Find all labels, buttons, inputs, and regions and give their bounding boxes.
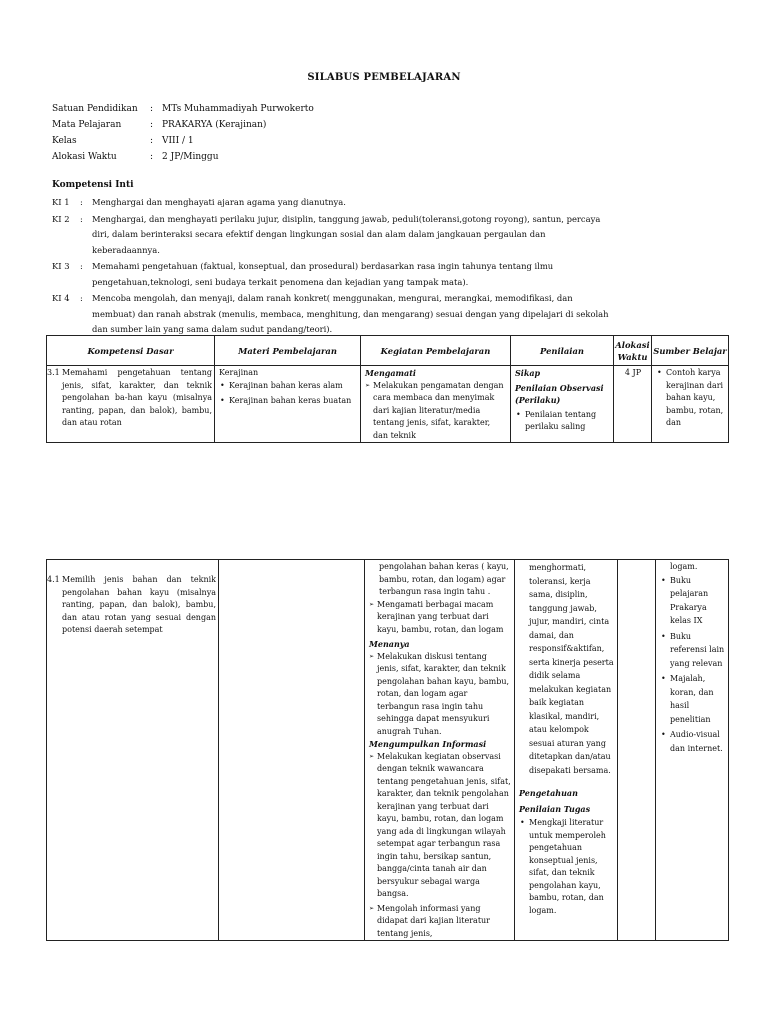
materi-title: Kerajinan [219,368,259,377]
identity-colon: : [150,104,154,114]
kegiatan-item: ➢ Mengolah informasi yang didapat dari kajian literatur tentang jenis, [369,903,511,941]
kegiatan-item: ➢ Mengamati berbagai macam kerajinan yang terbuat dari kayu, bambu, rotan, dan logam [369,599,511,637]
header-materi: Materi Pembelajaran [215,336,361,366]
materi-cell [215,366,361,443]
page-title: SILABUS PEMBELAJARAN [307,72,461,83]
identity-key: Kelas [52,136,77,146]
ki-heading: Kompetensi Inti [52,180,134,190]
kd-text: Memahami pengetahuan tentang jenis, sifat, karakter, dan teknik pengolahan ba-han kayu (misalnya ranting, papan, dan balok), bambu, dan atau rotan [62,368,212,427]
identity-key: Mata Pelajaran [52,120,122,130]
syllabus-table-part2 [46,559,729,941]
ki-colon: : [80,293,83,303]
ki-key: KI 3 [52,261,70,271]
kegiatan-item: ➢ Melakukan diskusi tentang jenis, sifat, karakter, dan teknik pengolahan bahan kayu, bambu, rotan, dan logam agar terbangun rasa ingin tahu sehingga dapat mensyukuri anugrah Tuhan. [369,651,511,739]
identity-row [52,101,314,117]
identity-row [52,117,314,133]
header-sumber: Sumber Belajar [652,336,729,366]
ki-item [52,212,612,259]
header-alokasi: Alokasi Waktu [614,336,652,366]
sumber-continued: logam. [670,562,698,571]
sumber-item: • Buku referensi lain yang relevan [660,630,725,671]
kegiatan-item: ➢ Melakukan kegiatan observasi dengan teknik wawancara tentang pengetahuan jenis, sifat, karakter, dan teknik pengolahan kerajinan yang terbuat dari kayu, bambu, rotan, dan logam yang ada di lingkungan wilayah setempat agar terbangun rasa ingin tahu, bersikap santun, bangga/cinta tanah air dan bersyukur sebagai warga bangsa. [369,751,511,901]
ki-list [52,195,612,339]
ki-item [52,291,612,338]
penilaian-heading: Pengetahuan [519,788,578,798]
identity-value: MTs Muhammadiyah Purwokerto [162,104,314,114]
ki-text: Menghargai, dan menghayati perilaku jujur, disiplin, tanggung jawab, peduli(toleransi,gotong royong), santun, percaya diri, dalam berinteraksi secara efektif dengan lingkungan sosial dan alam dalam jangkauan pergaulan dan keberadaannya. [92,213,601,255]
table-row [47,560,729,941]
identity-key: Satuan Pendidikan [52,104,138,114]
kegiatan-heading: Mengamati [365,368,416,378]
ki-colon: : [80,213,83,224]
penilaian-subheading: Penilaian Observasi (Perilaku) [515,382,604,405]
identity-block [52,101,314,165]
kd-number: 4.1 [47,575,60,584]
kegiatan-cell [361,366,511,443]
ki-key: KI 1 [52,197,70,207]
materi-item: • Kerajinan bahan keras alam [219,380,357,393]
ki-text: Menghargai dan menghayati ajaran agama yang dianutnya. [92,197,346,207]
kegiatan-heading: Menanya [369,639,410,649]
ki-colon: : [80,261,83,271]
kegiatan-item: ➢ Melakukan pengamatan dengan cara membaca dan menyimak dari kajian literatur/media tentang jenis, sifat, karakter, dan teknik [365,380,507,443]
sumber-item: • Contoh karya kerajinan dari bahan kayu, bambu, rotan, dan [656,367,725,430]
kd-cell [47,366,215,443]
ki-text: Mencoba mengolah, dan menyaji, dalam ranah konkret( menggunakan, mengurai, merangkai, memodifikasi, dan membuat) dan ranah abstrak (menulis, membaca, menghitung, dan mengarang) sesuai dengan yang dipelajari di sekolah dan sumber lain yang sama dalam sudut pandang/teori). [92,293,609,334]
identity-key: Alokasi Waktu [52,152,117,162]
ki-text: Memahami pengetahuan (faktual, konseptual, dan prosedural) berdasarkan rasa ingin tahunya tentang ilmu pengetahuan,teknologi, seni budaya terkait penomena dan kejadian yang tampak mata). [92,261,554,287]
sumber-item: • Majalah, koran, dan hasil penelitian [660,672,725,726]
ki-key: KI 2 [52,213,70,224]
kd-number: 3.1 [47,368,60,377]
kegiatan-cell [365,560,515,941]
alokasi-cell [618,560,656,941]
identity-value: 2 JP/Minggu [162,152,219,162]
syllabus-table-part1 [46,335,729,443]
ki-colon: : [80,197,83,207]
penilaian-subheading: Penilaian Tugas [519,803,591,814]
header-kegiatan: Kegiatan Pembelajaran [361,336,511,366]
materi-item: • Kerajinan bahan keras buatan [219,395,357,408]
header-kompetensi-dasar: Kompetensi Dasar [47,336,215,366]
kd-text: Memilih jenis bahan dan teknik pengolahan bahan kayu (misalnya ranting, papan, dan balok), bambu, dan atau rotan yang sesuai dengan potensi daerah setempat [62,575,216,634]
penilaian-item: • Mengkaji literatur untuk memperoleh pengetahuan konseptual jenis, sifat, dan teknik pengolahan kayu, bambu, rotan, dan logam. [519,817,614,917]
ki-key: KI 4 [52,293,70,303]
kegiatan-heading: Mengumpulkan Informasi [369,739,487,749]
penilaian-item: • Penilaian tentang perilaku saling [515,409,610,434]
identity-colon: : [150,120,154,130]
sumber-cell [652,366,729,443]
penilaian-heading: Sikap [515,368,541,378]
penilaian-cell [515,560,618,941]
identity-colon: : [150,152,154,162]
alokasi-cell: 4 JP [614,366,652,443]
materi-cell [219,560,365,941]
sumber-item: • Buku pelajaran Prakarya kelas IX [660,574,725,628]
penilaian-continued: menghormati, toleransi, kerja sama, disiplin, tanggung jawab, jujur, mandiri, cinta damai, dan responsif&aktifan, serta kinerja peserta didik selama melakukan kegiatan baik kegiatan klasikal, mandiri, atau kelompok sesuai aturan yang ditetapkan dan/atau disepakati bersama. [529,563,614,775]
identity-row [52,149,314,165]
sumber-item: • Audio-visual dan internet. [660,728,725,755]
header-penilaian: Penilaian [511,336,614,366]
identity-value: PRAKARYA (Kerajinan) [162,120,267,130]
identity-row [52,133,314,149]
sumber-cell [656,560,729,941]
penilaian-cell [511,366,614,443]
ki-item [52,195,612,211]
kd-cell [47,560,219,941]
kegiatan-continued: pengolahan bahan keras ( kayu, bambu, rotan, dan logam) agar terbangun rasa ingin tahu . [379,562,509,596]
identity-colon: : [150,136,154,146]
ki-item [52,259,612,290]
identity-value: VIII / 1 [162,136,194,146]
table-row [47,366,729,443]
